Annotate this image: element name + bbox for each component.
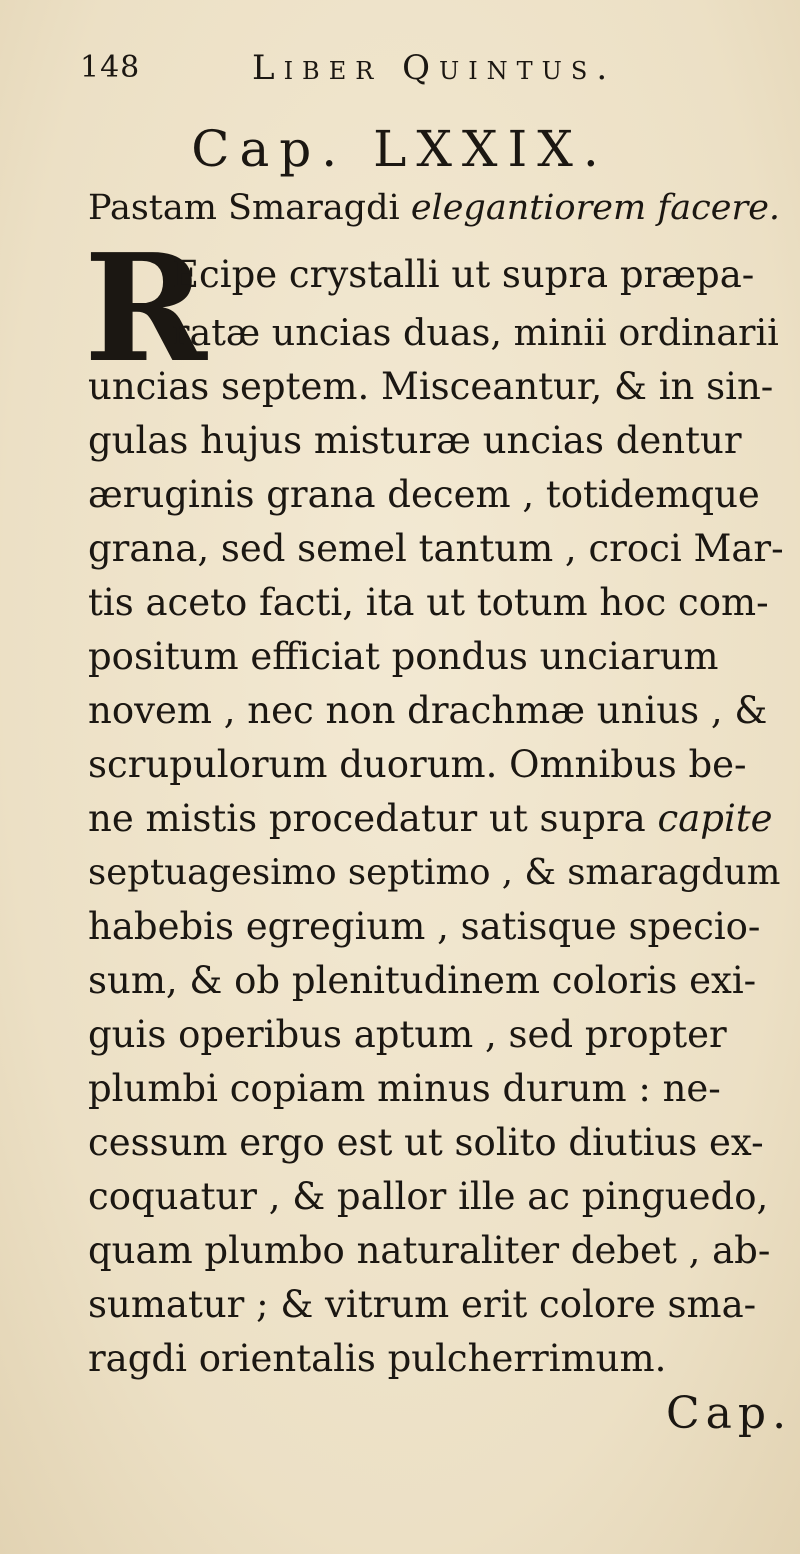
running-head	[80, 48, 740, 98]
chapter-label: Cap.	[191, 120, 348, 178]
text-line: æruginis grana decem , totidemque	[88, 473, 760, 516]
running-title: Liber Quintus.	[252, 48, 617, 88]
text-line: ratæ uncias duas, minii ordinarii	[172, 311, 779, 354]
text-line: habebis egregium , satisque specio-	[88, 905, 761, 948]
chapter-number: LXXIX.	[373, 120, 609, 178]
text-line: scrupulorum duorum. Omnibus be-	[88, 743, 747, 786]
text-line: quam plumbo naturaliter debet , ab-	[88, 1229, 771, 1272]
subtitle-italic: elegantiorem facere.	[410, 188, 781, 228]
text-line: positum efficiat pondus unciarum	[88, 635, 719, 678]
page-number: 148	[80, 50, 141, 85]
text-line: sum, & ob plenitudinem coloris exi-	[88, 959, 757, 1002]
text-line: tis aceto facti, ita ut totum hoc com-	[88, 581, 769, 624]
text-line	[88, 796, 773, 842]
text-line: grana, sed semel tantum , croci Mar-	[88, 527, 784, 570]
text-line: novem , nec non drachmæ unius , &	[88, 689, 768, 732]
drop-cap: R	[84, 221, 207, 395]
text-line: cessum ergo est ut solito diutius ex-	[88, 1121, 764, 1164]
text-line: septuagesimo septimo , & smaragdum	[88, 852, 781, 893]
text-line: Ecipe crystalli ut supra præpa-	[172, 253, 755, 296]
text-line: guis operibus aptum , sed propter	[88, 1013, 727, 1056]
catchword: Cap.	[666, 1388, 793, 1439]
text-line: ragdi orientalis pulcherrimum.	[88, 1337, 667, 1380]
text-line: uncias septem. Misceantur, & in sin-	[88, 365, 774, 408]
subtitle-roman: Pastam Smaragdi	[88, 188, 411, 228]
text-line: gulas hujus misturæ uncias dentur	[88, 419, 742, 462]
text-line: plumbi copiam minus durum : ne-	[88, 1067, 721, 1110]
text-line: coquatur , & pallor ille ac pinguedo,	[88, 1175, 769, 1218]
text-line: sumatur ; & vitrum erit colore sma-	[88, 1283, 757, 1326]
text-line-roman: ne mistis procedatur ut supra	[88, 797, 658, 840]
text-line-italic: capite	[657, 797, 773, 840]
chapter-heading	[0, 120, 800, 178]
